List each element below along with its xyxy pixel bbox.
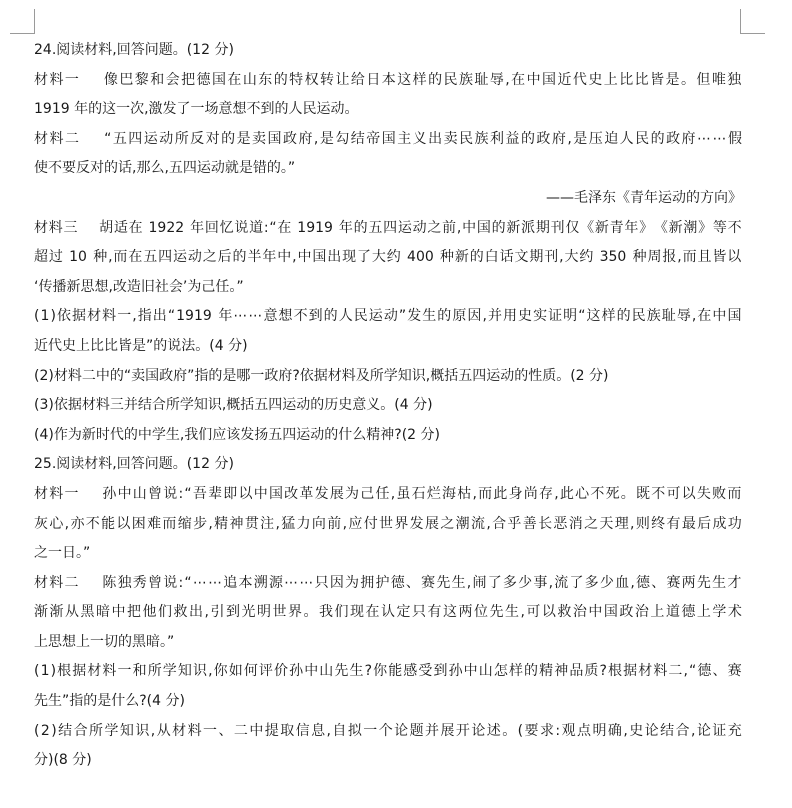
text-line: 1919 年的这一次,激发了一场意想不到的人民运动。 (34, 101, 359, 118)
text-line: 使不要反对的话,那么,五四运动就是错的。” (34, 160, 296, 177)
text-line: 材 料 二 陈 独 秀 曾 说 : “ ⋯ ⋯ 追 本 溯 源 ⋯ ⋯ 只 因 为 拥 护 德 、 赛 先 生 , 闹 了 多 少 事 , 流 了 多 少 血 , 德 、 赛 两 先 生 才 (34, 574, 742, 591)
text-line: 材 料 一 像 巴 黎 和 会 把 德 国 在 山 东 的 特 权 转 让 给 日 本 这 样 的 民 族 耻 辱 , 在 中 国 近 代 史 上 比 比 皆 是 。 但 唯 独 (34, 71, 742, 88)
margin-corner-mark-left (10, 9, 35, 34)
text-line: 材 料 三 胡 适 在 1922 年 回 忆 说 道 : “ 在 1919 年 的 五 四 运 动 之 前 , 中 国 的 新 派 期 刊 仅 《 新 青 年 》 《 新 潮 》 等 不 (34, 219, 742, 236)
text-line: 渐 渐 从 黑 暗 中 把 他 们 救 出 , 引 到 光 明 世 界 。 我 们 现 在 认 定 只 有 这 两 位 先 生 , 可 以 救 治 中 国 政 治 上 道 德 上 学 术 (34, 604, 742, 621)
margin-corner-mark-right (740, 9, 765, 34)
text-line: 灰 心 , 亦 不 能 以 困 难 而 缩 步 , 精 神 贯 注 , 猛 力 向 前 , 应 付 世 界 发 展 之 潮 流 , 合 乎 善 长 恶 消 之 天 理 , 则 终 有 最 后 成 功 (34, 515, 742, 532)
text-line: 先生”指的是什么?(4 分) (34, 693, 185, 710)
text-line: ( 1 ) 根 据 材 料 一 和 所 学 知 识 , 你 如 何 评 价 孙 中 山 先 生 ? 你 能 感 受 到 孙 中 山 怎 样 的 精 神 品 质 ? 根 据 材 料 二 , “ 德 、 赛 (34, 663, 742, 680)
text-line: 材 料 一 孙 中 山 曾 说 : “ 吾 辈 即 以 中 国 改 革 发 展 为 己 任 , 虽 石 烂 海 枯 , 而 此 身 尚 存 , 此 心 不 死 。 既 不 可 以 失 败 而 (34, 485, 742, 502)
text-line: ‘传播新思想,改造旧社会’为己任。” (34, 278, 244, 295)
text-line: (2)材料二中的“卖国政府”指的是哪一政府?依据材料及所学知识,概括五四运动的性质。(2 分) (34, 367, 609, 384)
text-line: 上思想上一切的黑暗。” (34, 633, 175, 650)
text-line: 之一日。” (34, 545, 91, 562)
text-line: ( 1 ) 依 据 材 料 一 , 指 出 “ 1919 年 ⋯ ⋯ 意 想 不 到 的 人 民 运 动 ” 发 生 的 原 因 , 并 用 史 实 证 明 “ 这 样 的 民 族 耻 辱 , 在 中 国 (34, 308, 742, 325)
text-line: 分)(8 分) (34, 752, 92, 769)
document-body (34, 36, 742, 776)
text-line: ( 2 ) 结 合 所 学 知 识 , 从 材 料 一 、 二 中 提 取 信 息 , 自 拟 一 个 论 题 并 展 开 论 述 。 ( 要 求 : 观 点 明 确 , 史 论 结 合 , 论 证 充 (34, 722, 742, 739)
text-line: ——毛泽东《青年运动的方向》 (546, 189, 742, 206)
text-line: 超 过 10 种 , 而 在 五 四 运 动 之 后 的 半 年 中 , 中 国 出 现 了 大 约 400 种 新 的 白 话 文 期 刊 , 大 约 350 种 周 报 , 而 且 皆 以 (34, 249, 742, 266)
text-line: (3)依据材料三并结合所学知识,概括五四运动的历史意义。(4 分) (34, 397, 433, 414)
text-line: 24.阅读材料,回答问题。(12 分) (34, 42, 234, 58)
text-line: (4)作为新时代的中学生,我们应该发扬五四运动的什么精神?(2 分) (34, 426, 440, 443)
text-line: 25.阅读材料,回答问题。(12 分) (34, 456, 234, 473)
text-line: 近代史上比比皆是”的说法。(4 分) (34, 337, 248, 354)
text-line: 材 料 二 “ 五 四 运 动 所 反 对 的 是 卖 国 政 府 , 是 勾 结 帝 国 主 义 出 卖 民 族 利 益 的 政 府 , 是 压 迫 人 民 的 政 府 ⋯ ⋯ 假 (34, 130, 742, 147)
